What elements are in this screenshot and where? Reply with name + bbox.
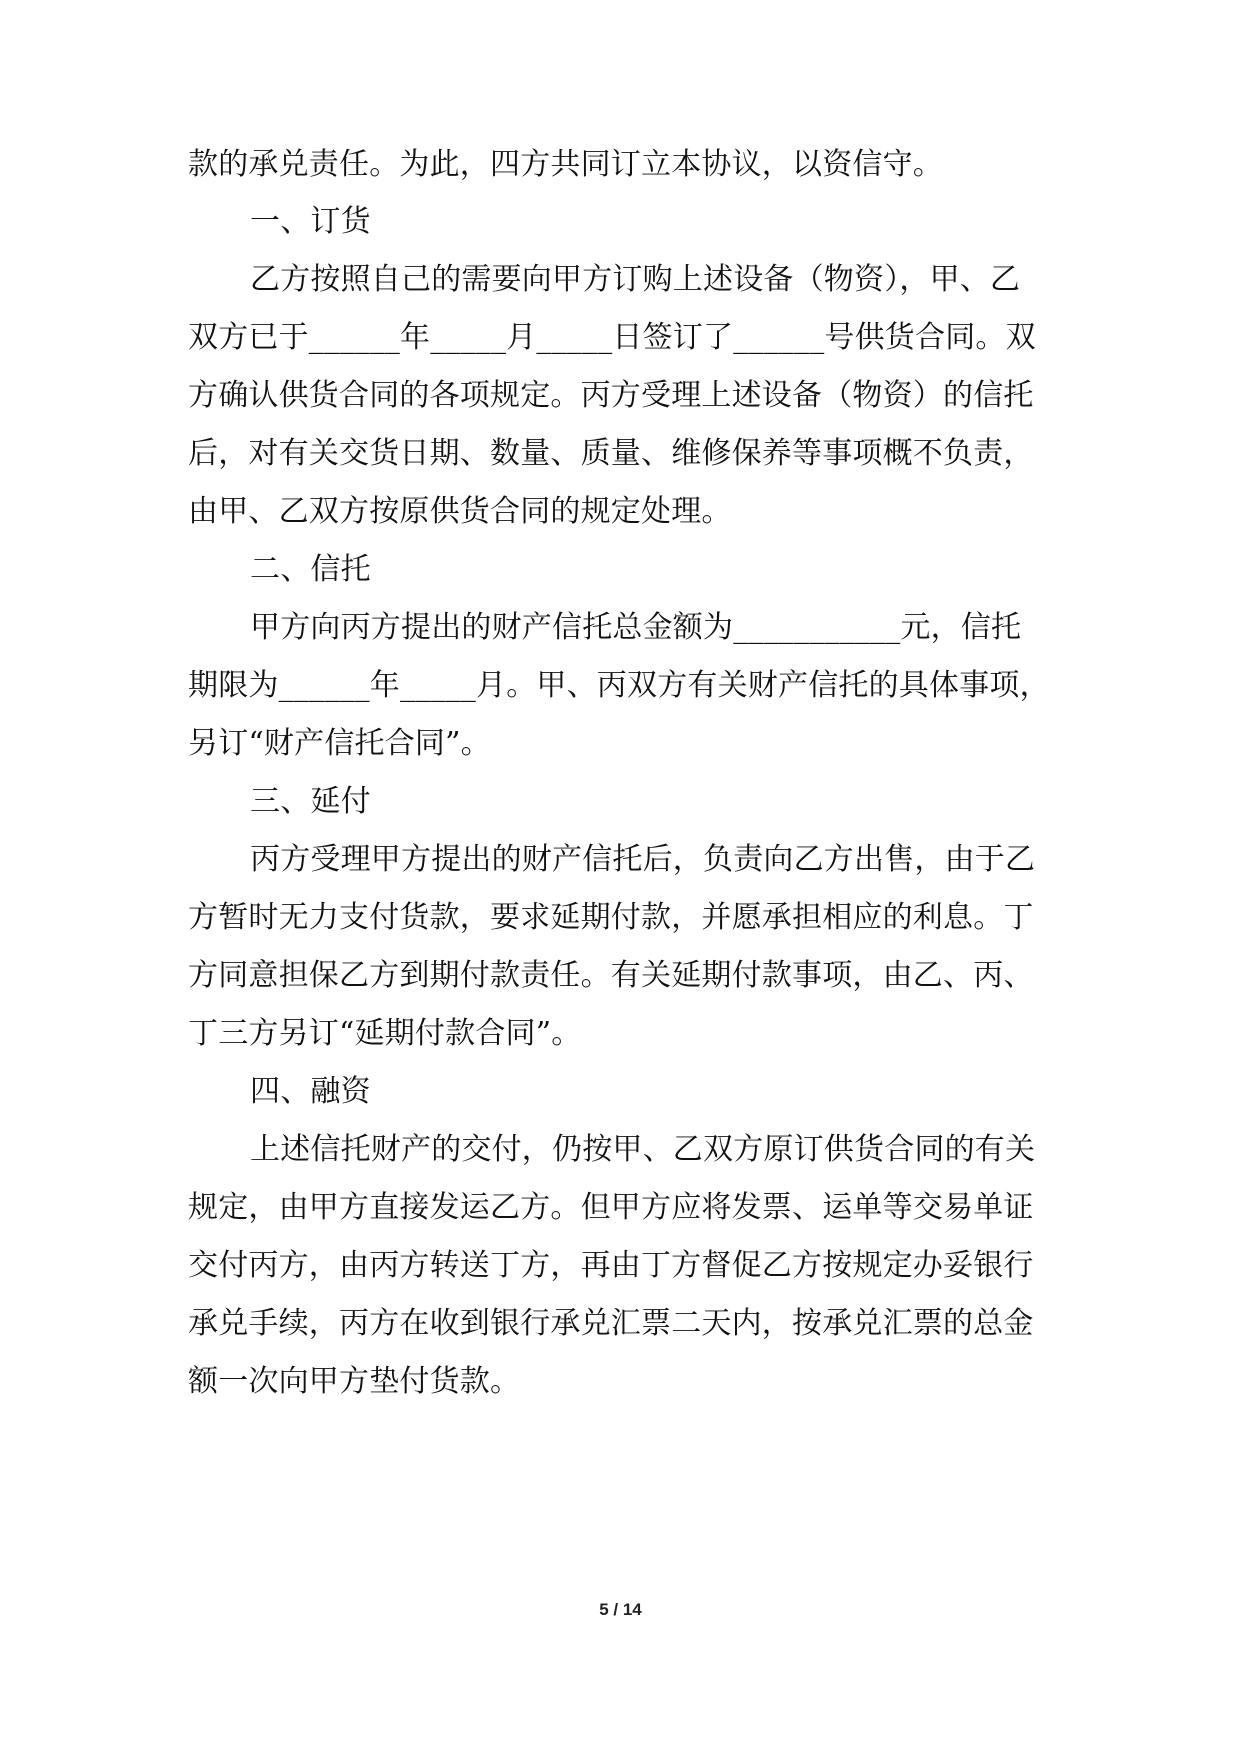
text-line: 后，对有关交货日期、数量、质量、维修保养等事项概不负责， xyxy=(188,436,1034,471)
section-heading-trust: 二、信托 xyxy=(250,552,371,587)
text-line: 规定，由甲方直接发运乙方。但甲方应将发票、运单等交易单证 xyxy=(188,1190,1034,1225)
text-line: 丙方受理甲方提出的财产信托后，负责向乙方出售，由于乙 xyxy=(250,842,1036,877)
text-line: 期限为______年_____月。甲、丙双方有关财产信托的具体事项， xyxy=(188,668,1050,703)
text-line: 交付丙方，由丙方转送丁方，再由丁方督促乙方按规定办妥银行 xyxy=(188,1248,1034,1283)
text-line: 由甲、乙双方按原供货合同的规定处理。 xyxy=(188,494,732,529)
section-heading-order: 一、订货 xyxy=(250,204,371,239)
text-line: 承兑手续，丙方在收到银行承兑汇票二天内，按承兑汇票的总金 xyxy=(188,1306,1034,1341)
page-number: 5 / 14 xyxy=(599,1600,642,1619)
text-line: 上述信托财产的交付，仍按甲、乙双方原订供货合同的有关 xyxy=(250,1132,1036,1167)
text-line: 款的承兑责任。为此，四方共同订立本协议，以资信守。 xyxy=(188,147,943,182)
text-line: 方暂时无力支付货款，要求延期付款，并愿承担相应的利息。丁 xyxy=(188,900,1034,935)
text-line: 甲方向丙方提出的财产信托总金额为___________元，信托 xyxy=(250,610,1022,645)
text-line: 丁三方另订“延期付款合同”。 xyxy=(188,1016,582,1051)
text-line: 方同意担保乙方到期付款责任。有关延期付款事项，由乙、丙、 xyxy=(188,958,1034,993)
text-line: 方确认供货合同的各项规定。丙方受理上述设备（物资）的信托 xyxy=(188,378,1034,413)
text-line: 乙方按照自己的需要向甲方订购上述设备（物资），甲、乙 xyxy=(250,262,1021,297)
section-heading-deferred-payment: 三、延付 xyxy=(250,784,371,819)
section-heading-financing: 四、融资 xyxy=(250,1074,371,1109)
text-line: 另订“财产信托合同”。 xyxy=(188,726,491,761)
text-line: 双方已于______年_____月_____日签订了______号供货合同。双 xyxy=(188,320,1036,355)
text-line: 额一次向甲方垫付货款。 xyxy=(188,1364,521,1399)
